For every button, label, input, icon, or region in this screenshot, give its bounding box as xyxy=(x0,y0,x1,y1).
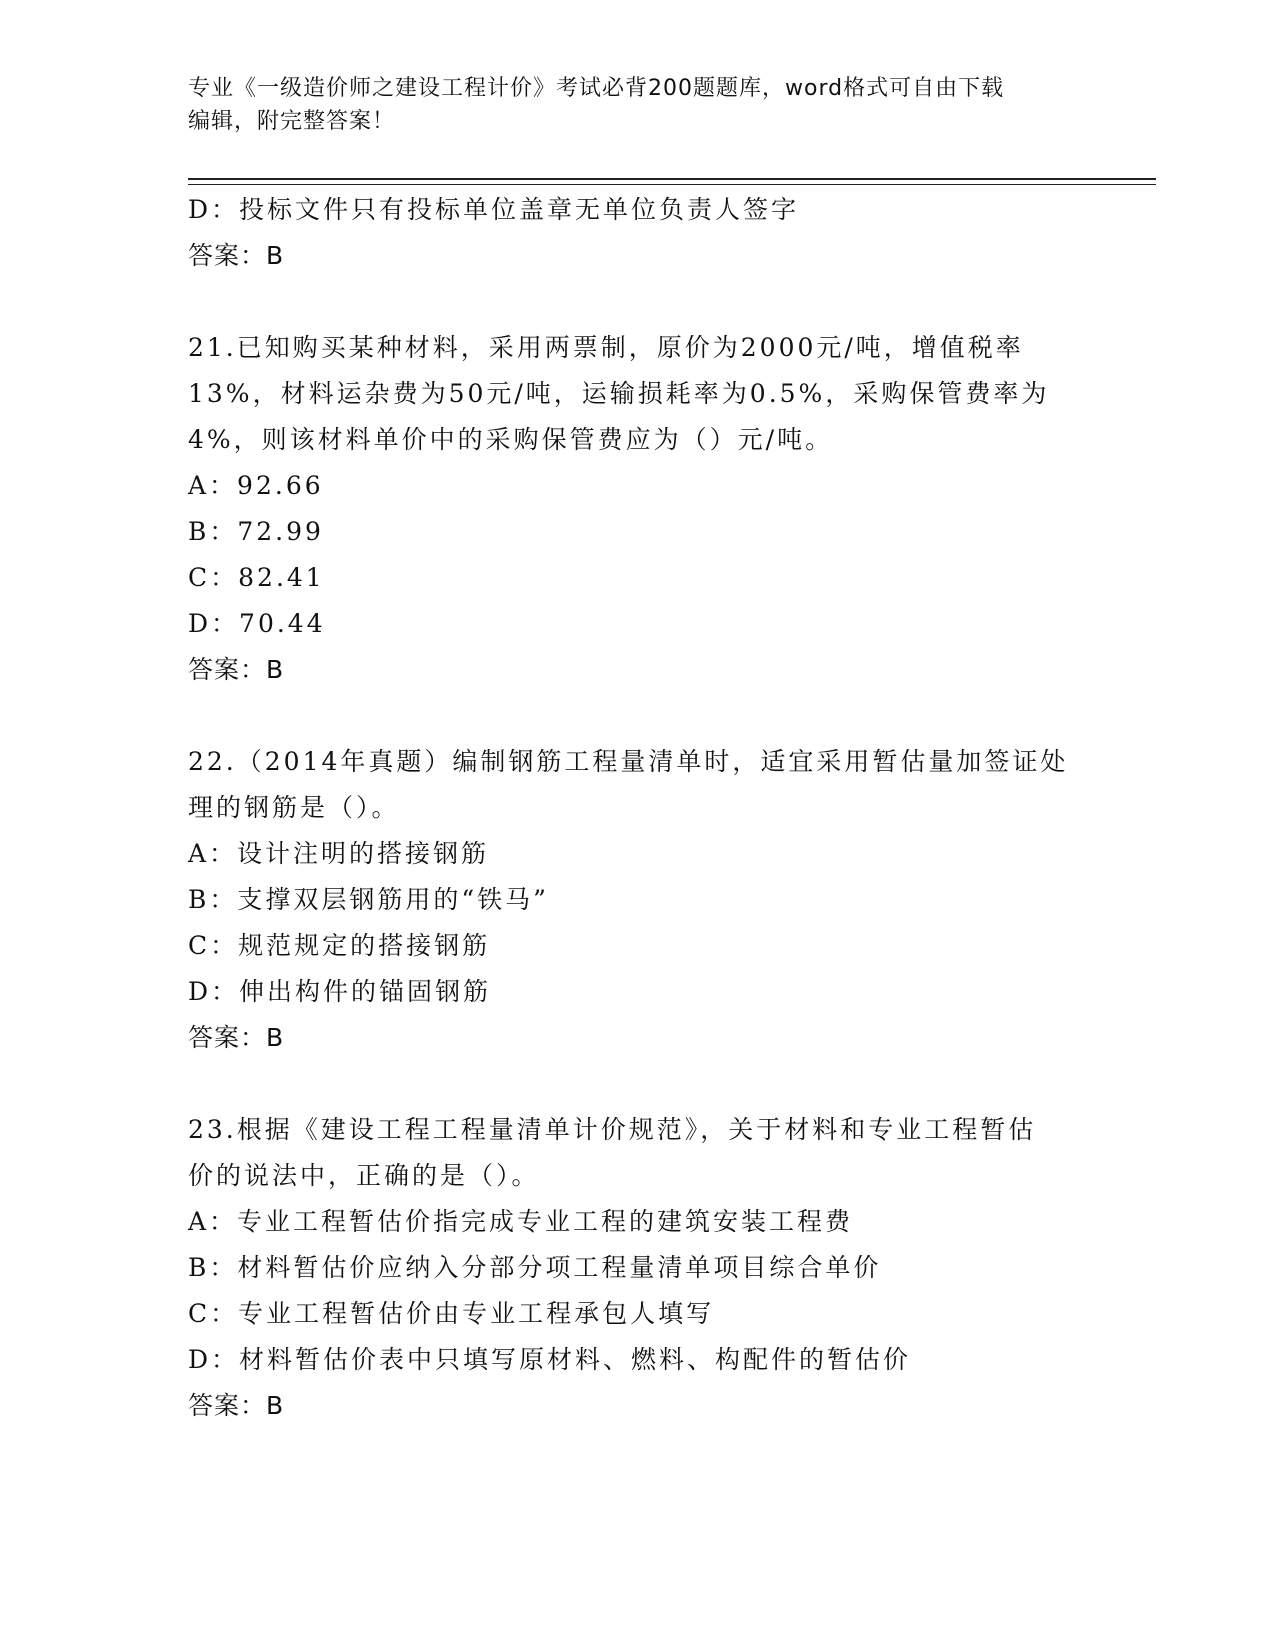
page-header xyxy=(188,72,1088,138)
document-body xyxy=(188,187,1088,1429)
option-b: B：72.99 xyxy=(188,517,324,546)
option-a: A：92.66 xyxy=(188,471,324,500)
question-23 xyxy=(188,1107,1088,1429)
question-stem-line: 4%，则该材料单价中的采购保管费应为（）元/吨。 xyxy=(188,425,834,454)
option-c: C：专业工程暂估价由专业工程承包人填写 xyxy=(188,1299,715,1328)
option-b: B：支撑双层钢筋用的“铁马” xyxy=(188,885,549,914)
answer-line: 答案：B xyxy=(188,1023,285,1052)
option-a: A：设计注明的搭接钢筋 xyxy=(188,839,490,868)
option-d: D：材料暂估价表中只填写原材料、燃料、构配件的暂估价 xyxy=(188,1345,912,1374)
header-divider xyxy=(188,178,1156,185)
option-d: D：70.44 xyxy=(188,609,326,638)
question-stem-line: 价的说法中，正确的是（）。 xyxy=(188,1161,540,1190)
header-title-line-2: 编辑，附完整答案！ xyxy=(188,109,396,134)
option-d: D：伸出构件的锚固钢筋 xyxy=(188,977,492,1006)
question-stem-line: 23.根据《建设工程工程量清单计价规范》，关于材料和专业工程暂估 xyxy=(188,1115,1037,1144)
answer-line: 答案：B xyxy=(188,1391,285,1420)
option-a: A：专业工程暂估价指完成专业工程的建筑安装工程费 xyxy=(188,1207,854,1236)
question-21 xyxy=(188,325,1088,693)
question-stem-line: 13%，材料运杂费为50元/吨，运输损耗率为0.5%，采购保管费率为 xyxy=(188,379,1050,408)
option-d: D：投标文件只有投标单位盖章无单位负责人签字 xyxy=(188,195,800,224)
question-stem-line: 21.已知购买某种材料，采用两票制，原价为2000元/吨，增值税率 xyxy=(188,333,1024,362)
question-stem-line: 22.（2014年真题）编制钢筋工程量清单时，适宜采用暂估量加签证处 xyxy=(188,747,1069,776)
question-stem-line: 理的钢筋是（）。 xyxy=(188,793,400,822)
option-b: B：材料暂估价应纳入分部分项工程量清单项目综合单价 xyxy=(188,1253,882,1282)
header-title-line-1: 专业《一级造价师之建设工程计价》考试必背200题题库，word格式可自由下载 xyxy=(188,76,1005,101)
option-c: C：规范规定的搭接钢筋 xyxy=(188,931,491,960)
answer-line: 答案：B xyxy=(188,241,285,270)
answer-line: 答案：B xyxy=(188,655,285,684)
option-c: C：82.41 xyxy=(188,563,325,592)
previous-question-tail xyxy=(188,187,1088,279)
question-22 xyxy=(188,739,1088,1061)
